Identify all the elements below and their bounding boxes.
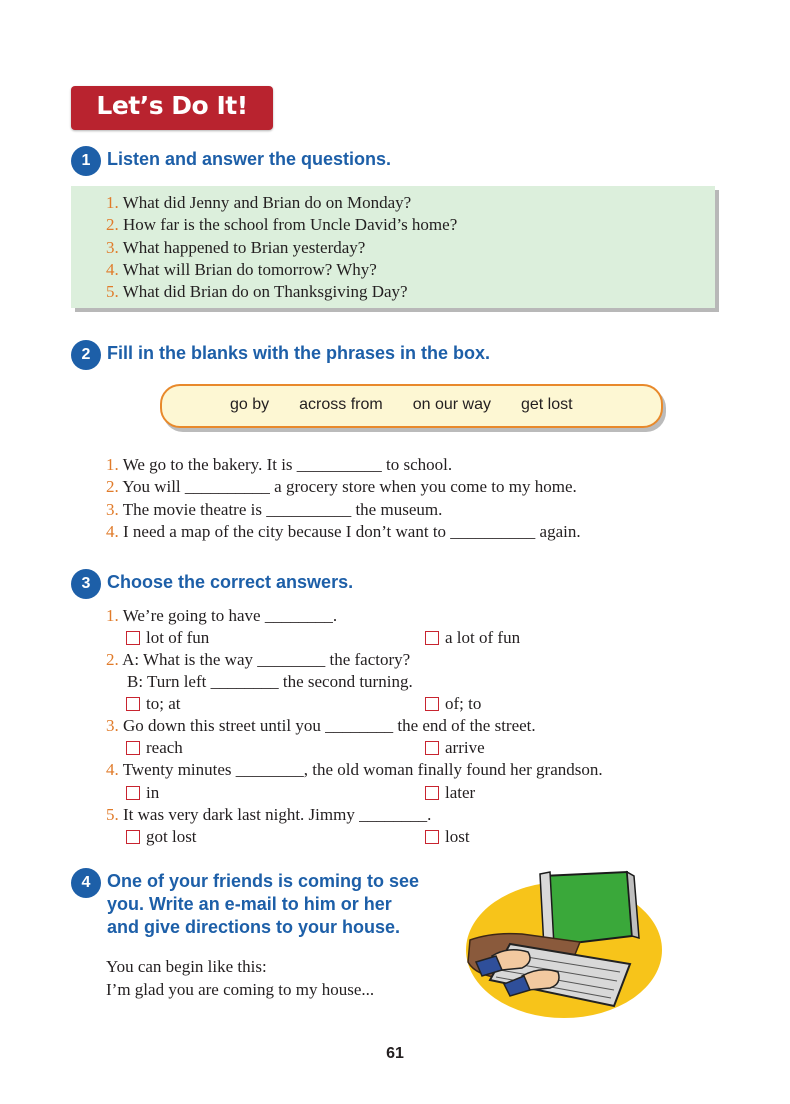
section-number-badge: 4 [71, 868, 101, 898]
question-5: 5. It was very dark last night. Jimmy ________. [106, 805, 432, 824]
section-4-heading [71, 868, 419, 939]
option-a[interactable]: lot of fun [126, 628, 209, 648]
section-number-badge: 1 [71, 146, 101, 176]
list-item: 1. We go to the bakery. It is __________ to school. [106, 455, 453, 474]
list-item: 3. The movie theatre is __________ the museum. [106, 499, 443, 519]
phrase-item: go by [230, 396, 270, 413]
phrase-item: on our way [412, 396, 491, 413]
option-b[interactable]: lost [425, 827, 470, 847]
page-number: 61 [386, 1045, 404, 1062]
section-title: Fill in the blanks with the phrases in the box. [107, 343, 491, 363]
option-b[interactable]: later [425, 783, 475, 803]
option-b[interactable]: a lot of fun [425, 628, 520, 648]
checkbox[interactable] [425, 830, 439, 844]
option-b[interactable]: of; to [425, 694, 481, 714]
checkbox[interactable] [425, 741, 439, 755]
option-a[interactable]: reach [126, 738, 183, 758]
question-2-line-b: B: Turn left ________ the second turning. [127, 672, 413, 691]
list-item: 2. You will __________ a grocery store when you come to my home. [106, 477, 577, 497]
option-b[interactable]: arrive [425, 738, 485, 758]
section-title: Choose the correct answers. [107, 572, 354, 592]
question-3: 3. Go down this street until you ________ the end of the street. [106, 716, 536, 735]
computer-typing-illustration [462, 866, 667, 1026]
lets-do-it-banner [71, 86, 273, 130]
questions-list [106, 192, 457, 303]
banner-title: Let’s Do It! [96, 91, 248, 120]
checkbox[interactable] [126, 786, 140, 800]
writing-prompt: You can begin like this: I’m glad you are coming to my house... [106, 957, 375, 999]
phrase-box [160, 384, 663, 428]
section-3-heading [71, 569, 353, 599]
fill-blanks-list [106, 454, 581, 543]
phrase-item: get lost [520, 396, 573, 413]
section-1-heading [71, 146, 391, 176]
phrase-item: across from [299, 396, 383, 413]
option-a[interactable]: to; at [126, 694, 180, 714]
checkbox[interactable] [126, 830, 140, 844]
checkbox[interactable] [425, 786, 439, 800]
checkbox[interactable] [126, 697, 140, 711]
option-a[interactable]: in [126, 783, 159, 803]
list-item: 3. What happened to Brian yesterday? [106, 237, 366, 257]
list-item: 4. I need a map of the city because I don’t want to __________ again. [106, 521, 581, 541]
question-2: 2. A: What is the way ________ the factory? [106, 650, 411, 669]
checkbox[interactable] [425, 631, 439, 645]
question-1: 1. We’re going to have ________. [106, 606, 338, 625]
list-item: 5. What did Brian do on Thanksgiving Day? [106, 282, 408, 302]
section-number-badge: 3 [71, 569, 101, 599]
list-item: 4. What will Brian do tomorrow? Why? [106, 259, 377, 279]
list-item: 1. What did Jenny and Brian do on Monday? [106, 193, 412, 212]
checkbox[interactable] [425, 697, 439, 711]
section-2-heading [71, 340, 490, 370]
checkbox[interactable] [126, 741, 140, 755]
option-a[interactable]: got lost [126, 827, 197, 847]
section-number-badge: 2 [71, 340, 101, 370]
list-item: 2. How far is the school from Uncle David’s home? [106, 215, 458, 235]
checkbox[interactable] [126, 631, 140, 645]
section-title: One of your friends is coming to see you. Write an e-mail to him or her and give directions to your house. [107, 871, 420, 937]
section-title: Listen and answer the questions. [107, 149, 392, 169]
question-4: 4. Twenty minutes ________, the old woman finally found her grandson. [106, 760, 603, 779]
